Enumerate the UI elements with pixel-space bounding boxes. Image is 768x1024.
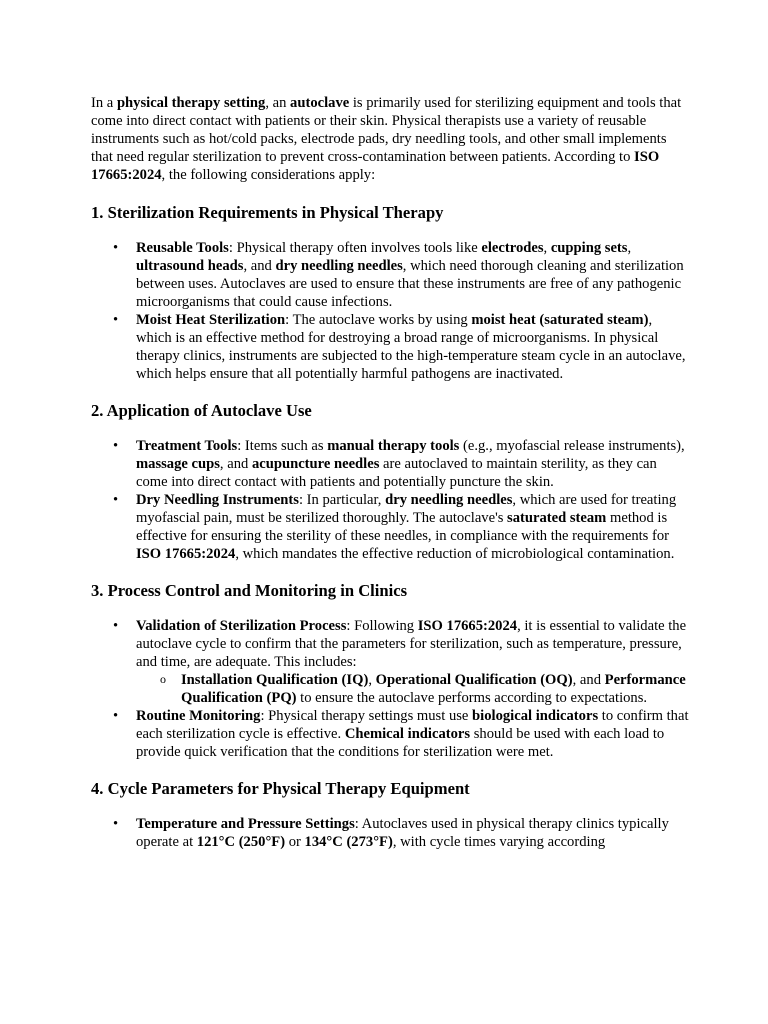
bullet-list [91,815,691,851]
text-run: : The autoclave works by using [285,312,472,328]
text-run: , [543,240,551,256]
bold-text: ISO 17665:2024 [136,546,236,562]
intro-paragraph [91,94,691,184]
bold-text: manual therapy tools [327,438,460,454]
bold-text: autoclave [290,95,350,111]
text-run: to confirm that each sterilization cycle is effective. [136,708,689,742]
bold-text: dry needling needles [275,258,403,274]
text-run: , which are used for treating myofascial pain, must be sterilized thoroughly. The autoclave's [136,492,677,526]
text-run: are autoclaved to maintain sterility, as they can come into direct contact with patients and potentially puncture the skin. [136,456,657,490]
text-run: , with cycle times varying according [392,834,606,850]
text-run: , an [265,95,291,111]
document-content [91,94,691,851]
bold-text: Validation of Sterilization Process [136,618,347,634]
bold-text: dry needling needles [385,492,513,508]
bold-text: Chemical indicators [344,726,471,742]
section-heading: 2. Application of Autoclave Use [91,401,312,420]
list-item [91,617,691,707]
bold-text: Performance Qualification (PQ) [181,672,686,706]
bold-text: ISO 17665:2024 [417,618,518,634]
bullet-list [91,617,691,761]
text-run: : Autoclaves used in physical therapy clinics typically operate at [136,816,669,850]
bold-text: Installation Qualification (IQ) [181,672,369,688]
text-run: , the following considerations apply: [161,167,376,183]
list-item [91,239,691,311]
list-item [91,707,691,761]
bold-text: ultrasound heads [136,258,244,274]
text-run: , [368,672,376,688]
bold-text: saturated steam [507,510,607,526]
text-run: (e.g., myofascial release instruments), [459,438,685,454]
bold-text: Reusable Tools [136,240,229,256]
bold-text: Dry Needling Instruments [136,492,299,508]
bold-text: massage cups [136,456,220,472]
text-run: , which mandates the effective reduction of microbiological contamination. [235,546,675,562]
bold-text: Operational Qualification (OQ) [375,672,573,688]
text-run: , [627,240,632,256]
sub-list-item [136,671,691,707]
text-run: , and [243,258,276,274]
text-run: , which is an effective method for destroying a broad range of microorganisms. In physical therapy clinics, instruments are subjected to the high-temperature steam cycle in an autoclave, which helps ensure that all potentially harmful pathogens are inactivated. [136,312,686,382]
text-run: : Items such as [237,438,328,454]
bold-text: 134°C (273°F) [304,834,393,850]
text-run: : In particular, [298,492,386,508]
bold-text: 121°C (250°F) [196,834,286,850]
sections [91,202,691,851]
text-run: , and [572,672,605,688]
bold-text: physical therapy setting [116,95,266,111]
section-heading: 1. Sterilization Requirements in Physical Therapy [91,203,444,222]
text-run: method is effective for ensuring the sterility of these needles, in compliance with the requirements for [136,510,670,544]
bold-text: Temperature and Pressure Settings [136,816,355,832]
bullet-list [91,239,691,383]
text-run: or [285,834,305,850]
text-run: : Following [346,618,418,634]
text-run: is primarily used for sterilizing equipment and tools that come into direct contact with patients or their skin. Physical therapists use a variety of reusable instruments such as hot/cold packs, electrode pads, dry needling tools, and other small implements that need regular sterilization to prevent cross-contamination between patients. According to [91,95,682,165]
bold-text: acupuncture needles [251,456,380,472]
text-run: , it is essential to validate the autoclave cycle to confirm that the parameters for sterilization, such as temperature, pressure, and time, are adequate. This includes: [136,618,687,670]
section-heading: 3. Process Control and Monitoring in Clinics [91,581,408,600]
bold-text: moist heat (saturated steam) [471,312,649,328]
text-run: : Physical therapy often involves tools like [228,240,482,256]
bold-text: Treatment Tools [136,438,238,454]
bold-text: Routine Monitoring [136,708,261,724]
bullet-list [91,437,691,563]
list-item [91,815,691,851]
bold-text: ISO 17665:2024 [91,149,660,183]
text-run: , which need thorough cleaning and sterilization between uses. Autoclaves are used to ensure that these instruments are free of any pathogenic microorganisms that could cause infections. [136,258,684,310]
text-run: In a [91,95,117,111]
sub-list [136,671,691,707]
bold-text: cupping sets [550,240,628,256]
list-item [91,437,691,491]
bold-text: biological indicators [472,708,599,724]
text-run: , and [219,456,252,472]
text-run: should be used with each load to provide quick verification that the conditions for sterilization were met. [136,726,665,760]
bold-text: Moist Heat Sterilization [136,312,286,328]
section-heading: 4. Cycle Parameters for Physical Therapy Equipment [91,779,470,798]
text-run: : Physical therapy settings must use [260,708,473,724]
list-item [91,491,691,563]
bold-text: electrodes [481,240,544,256]
list-item [91,311,691,383]
text-run: to ensure the autoclave performs according to expectations. [296,690,648,706]
